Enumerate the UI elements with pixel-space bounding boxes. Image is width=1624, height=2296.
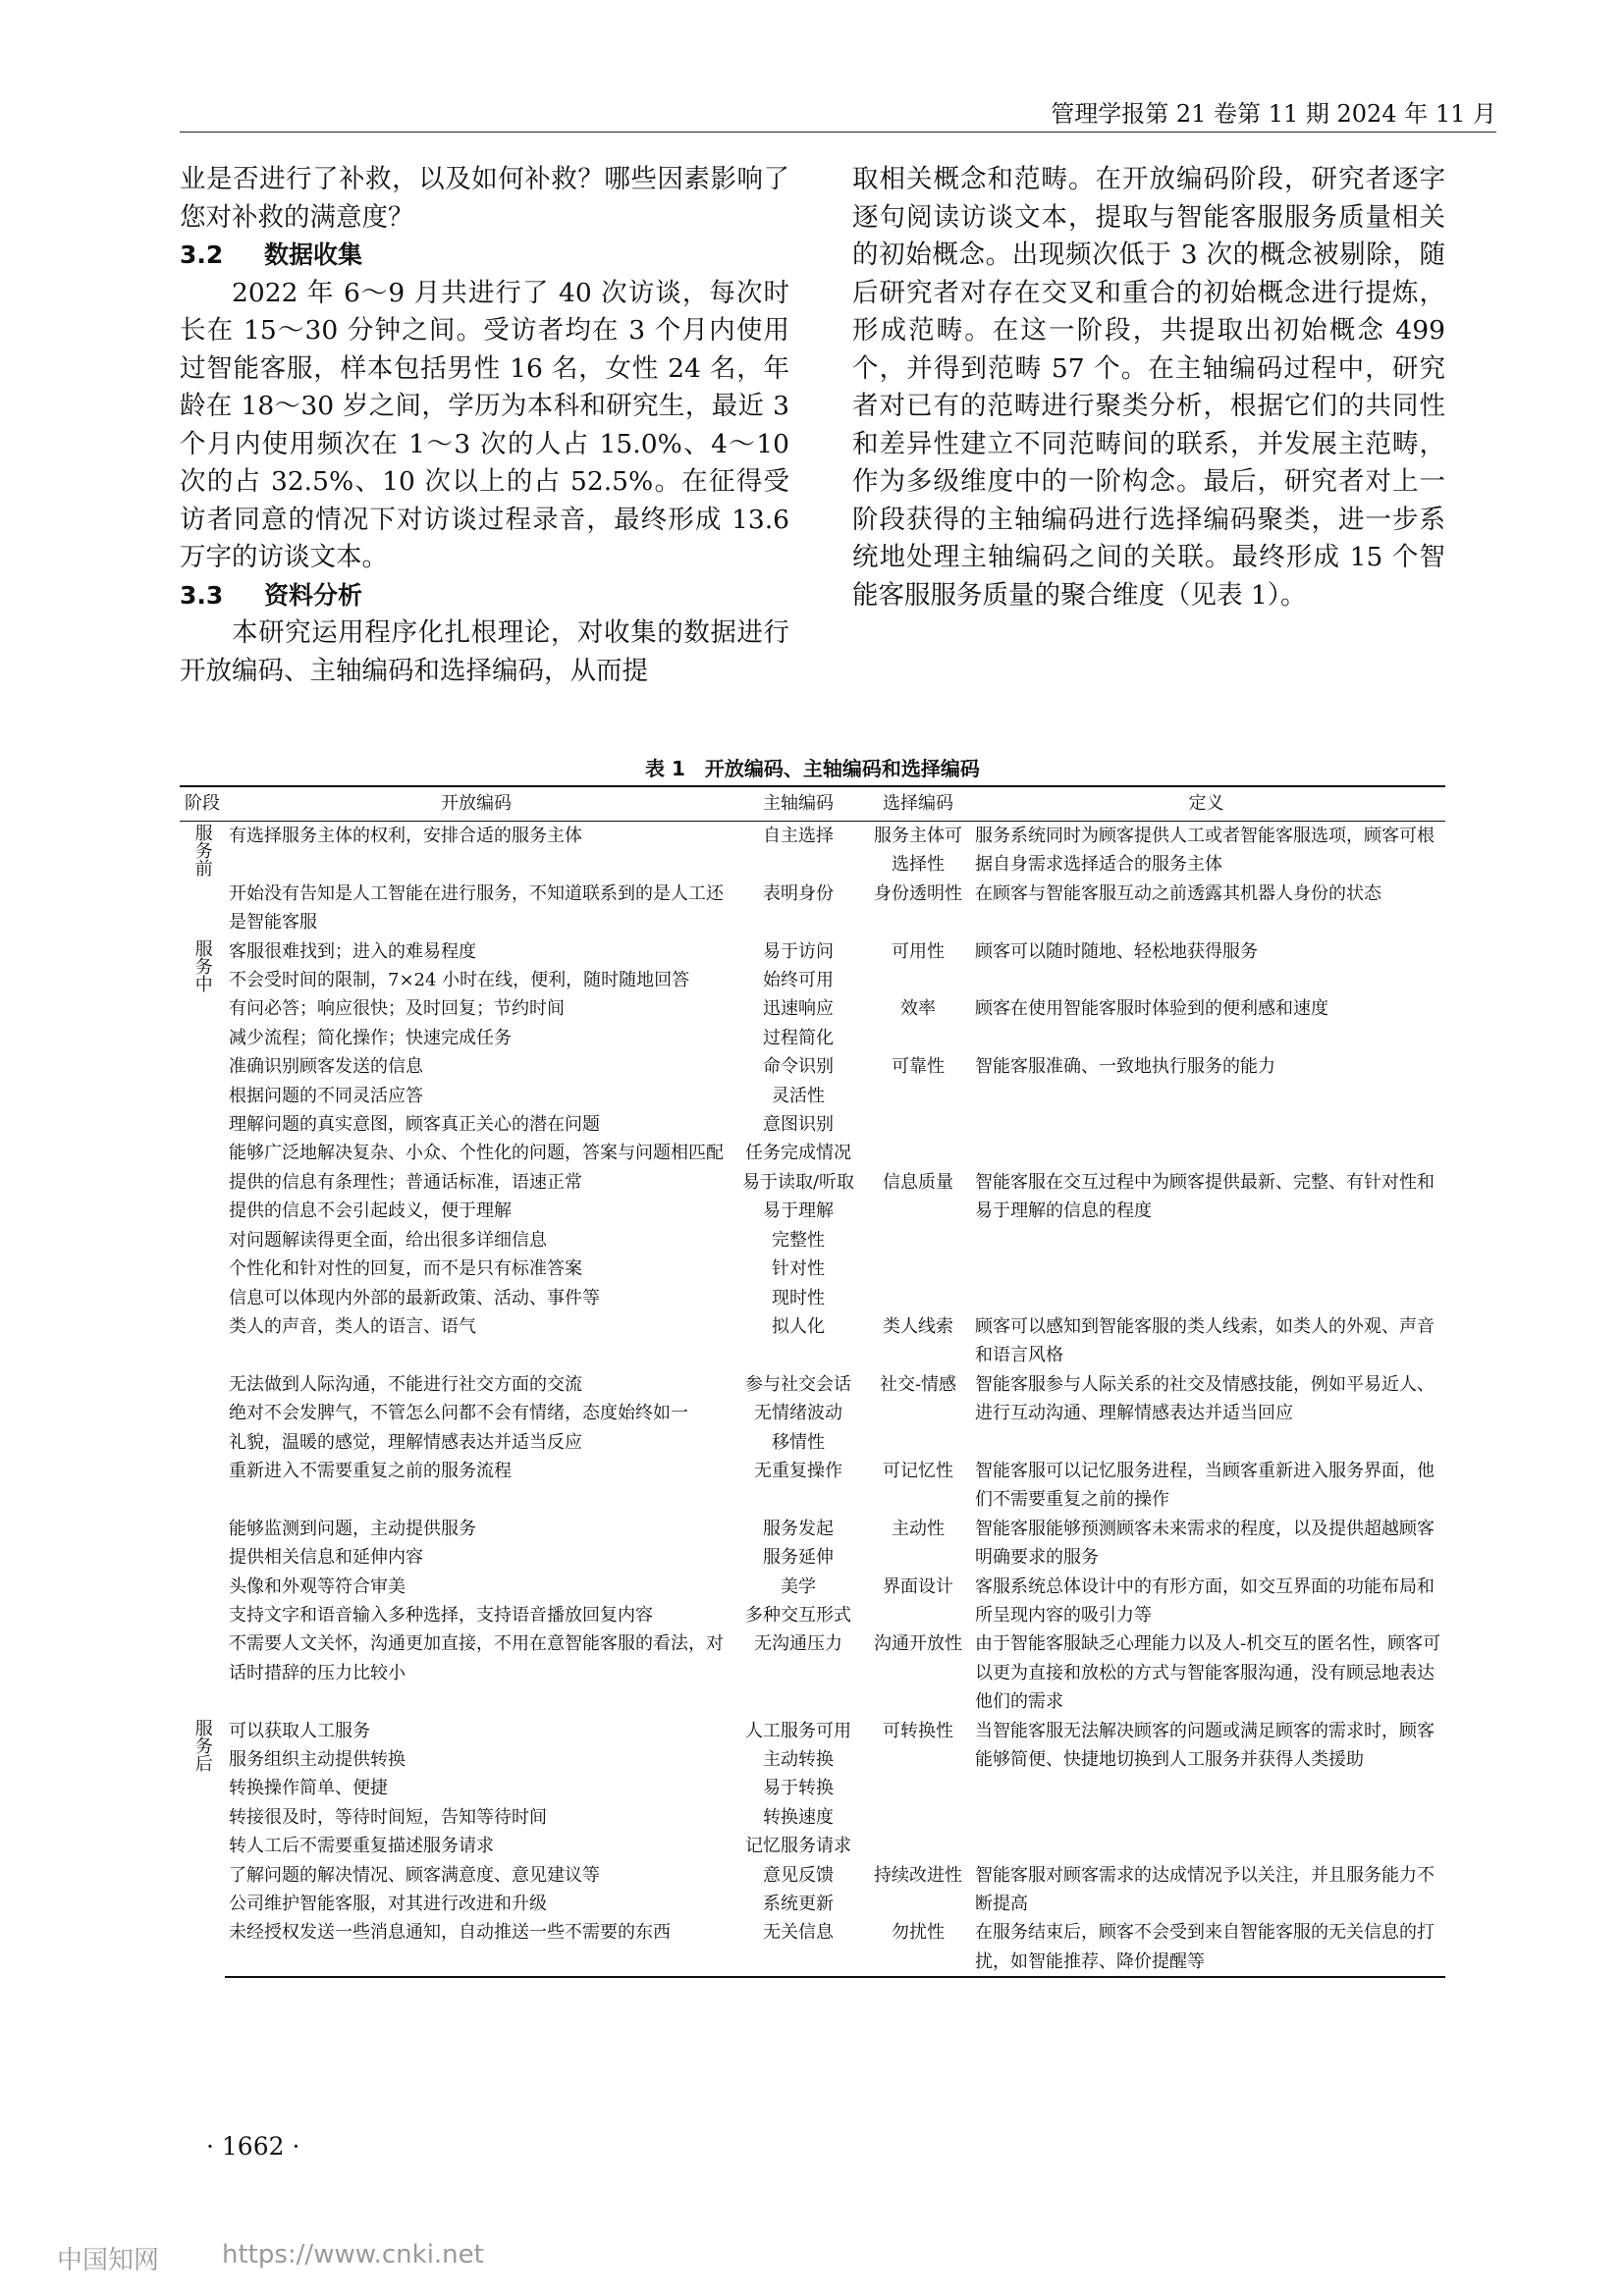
definition-cell: 在服务结束后，顾客不会受到来自智能客服的无关信息的打扰，如智能推荐、降价提醒等 xyxy=(967,1918,1445,1977)
open-coding-cell: 有问必答；响应很快；及时回复；节约时间 xyxy=(229,998,565,1020)
open-coding-cell: 头像和外观等符合审美 xyxy=(229,1575,406,1597)
axial-coding-cell: 现时性 xyxy=(772,1287,825,1308)
selective-coding-cell: 持续改进性 xyxy=(874,1864,962,1886)
axial-coding-cell: 灵活性 xyxy=(772,1085,825,1106)
axial-coding-cell: 针对性 xyxy=(772,1258,825,1280)
selective-coding-cell: 社交-情感 xyxy=(879,1373,957,1395)
table-row xyxy=(180,937,1445,966)
section-heading-3-2 xyxy=(180,237,789,275)
header-open-coding: 开放编码 xyxy=(225,786,728,822)
open-coding-cell: 提供的信息有条理性；普通话标准，语速正常 xyxy=(229,1171,582,1193)
header-axial-coding: 主轴编码 xyxy=(728,786,869,822)
paragraph: 本研究运用程序化扎根理论，对收集的数据进行开放编码、主轴编码和选择编码，从而提 xyxy=(180,617,789,686)
selective-coding-cell: 可记忆性 xyxy=(883,1460,953,1481)
open-coding-cell: 能够监测到问题，主动提供服务 xyxy=(229,1518,476,1539)
definition-cell: 智能客服准确、一致地执行服务的能力 xyxy=(975,1056,1275,1078)
definition-cell: 顾客在使用智能客服时体验到的便利感和速度 xyxy=(975,998,1328,1020)
right-column xyxy=(852,161,1445,614)
axial-coding-cell: 主动转换 xyxy=(763,1749,834,1770)
open-coding-cell: 类人的声音，类人的语言、语气 xyxy=(229,1315,476,1337)
definition-cell: 在顾客与智能客服互动之前透露其机器人身份的状态 xyxy=(975,882,1381,904)
cnki-url[interactable]: https://www.cnki.net xyxy=(222,2240,484,2269)
open-coding-cell: 开始没有告知是人工智能在进行服务，不知道联系到的是人工还是智能客服 xyxy=(229,882,724,934)
table-row xyxy=(180,994,1445,1023)
open-coding-cell: 转接很及时，等待时间短，告知等待时间 xyxy=(229,1806,547,1828)
paragraph: 2022 年 6～9 月共进行了 40 次访谈，每次时长在 15～30 分钟之间。受访者均在 3 个月内使用过智能客服，样本包括男性 16 名，女性 24 名，年龄在 18～30 岁之间，学历为本科和研究生，最近 3 个月内使用频次在 1～3 次的人占 15.0%、4～10 次的占 32.5%、10 次以上的占 52.5%。在征得受访者同意的情况下对访谈过程录音，最终形成 13.6 万字的访谈文本。 xyxy=(180,277,789,572)
section-title: 数据收集 xyxy=(264,240,363,269)
axial-coding-cell: 无沟通压力 xyxy=(754,1633,842,1655)
table-row xyxy=(180,1629,1445,1716)
open-coding-cell: 提供的信息不会引起歧义，便于理解 xyxy=(229,1201,512,1222)
open-coding-cell: 礼貌，温暖的感觉，理解情感表达并适当反应 xyxy=(229,1431,582,1453)
axial-coding-cell: 无重复操作 xyxy=(754,1460,842,1481)
axial-coding-cell: 易于转换 xyxy=(763,1778,834,1799)
open-coding-cell: 有选择服务主体的权利，安排合适的服务主体 xyxy=(229,826,582,846)
axial-coding-cell: 自主选择 xyxy=(763,826,834,846)
axial-coding-cell: 易于读取/听取 xyxy=(741,1171,855,1193)
axial-coding-cell: 表明身份 xyxy=(763,882,834,904)
table-row xyxy=(180,1515,1445,1543)
table xyxy=(180,785,1445,1978)
open-coding-cell: 公司维护智能客服，对其进行改进和升级 xyxy=(229,1894,547,1915)
selective-coding-cell: 信息质量 xyxy=(883,1171,953,1193)
open-coding-cell: 支持文字和语音输入多种选择，支持语音播放回复内容 xyxy=(229,1604,653,1626)
axial-coding-cell: 意图识别 xyxy=(763,1114,834,1136)
stage-cell xyxy=(180,1717,225,1978)
open-coding-cell: 转换操作简单、便捷 xyxy=(229,1778,388,1799)
axial-coding-cell: 服务延伸 xyxy=(763,1547,834,1569)
section-heading-3-3 xyxy=(180,577,789,615)
axial-coding-cell: 完整性 xyxy=(772,1229,825,1251)
coding-table xyxy=(180,752,1445,1978)
left-column xyxy=(180,161,789,690)
open-coding-cell: 不会受时间的限制，7×24 小时在线，便利，随时随地回答 xyxy=(229,970,690,991)
selective-coding-cell: 可靠性 xyxy=(892,1056,945,1078)
definition-cell: 顾客可以感知到智能客服的类人线索，如类人的外观、声音和语言风格 xyxy=(975,1315,1435,1366)
paragraph: 业是否进行了补救，以及如何补救？哪些因素影响了您对补救的满意度？ xyxy=(180,164,789,233)
definition-cell: 智能客服可以记忆服务进程，当顾客重新进入服务界面，他们不需要重复之前的操作 xyxy=(975,1460,1435,1511)
header-stage: 阶段 xyxy=(180,786,225,822)
axial-coding-cell: 始终可用 xyxy=(763,970,834,991)
axial-coding-cell: 任务完成情况 xyxy=(745,1143,851,1164)
axial-coding-cell: 无情绪波动 xyxy=(754,1403,842,1424)
cnki-logo: 中国知网 xyxy=(57,2246,160,2275)
table-row xyxy=(180,1861,1445,1890)
selective-coding-cell: 勿扰性 xyxy=(869,1918,967,1977)
journal-header: 管理学报第 21 卷第 11 期 2024 年 11 月 xyxy=(1051,100,1496,128)
axial-coding-cell: 转换速度 xyxy=(763,1806,834,1828)
definition-cell: 当智能客服无法解决顾客的问题或满足顾客的需求时，顾客能够简便、快捷地切换到人工服务并获得人类援助 xyxy=(975,1720,1435,1770)
selective-coding-cell: 身份透明性 xyxy=(874,882,962,904)
table-row xyxy=(180,1052,1445,1081)
definition-cell: 顾客可以随时随地、轻松地获得服务 xyxy=(975,940,1258,962)
section-number: 3.2 xyxy=(180,240,224,269)
table-row xyxy=(180,1573,1445,1601)
table-body xyxy=(180,822,1445,1978)
definition-cell: 智能客服参与人际关系的社交及情感技能，例如平易近人、进行互动沟通、理解情感表达并适当回应 xyxy=(975,1373,1435,1424)
axial-coding-cell: 过程简化 xyxy=(763,1027,834,1048)
table-caption: 表 1 开放编码、主轴编码和选择编码 xyxy=(645,757,980,780)
table-header-row xyxy=(180,786,1445,822)
open-coding-cell: 了解问题的解决情况、顾客满意度、意见建议等 xyxy=(229,1864,600,1886)
stage-label: 服务后 xyxy=(191,1718,213,1772)
axial-coding-cell: 命令识别 xyxy=(763,1056,834,1078)
axial-coding-cell: 迅速响应 xyxy=(763,998,834,1020)
section-number: 3.3 xyxy=(180,580,224,610)
table-row xyxy=(180,1918,1445,1977)
open-coding-cell: 根据问题的不同灵活应答 xyxy=(229,1085,423,1106)
axial-coding-cell: 移情性 xyxy=(772,1431,825,1453)
axial-coding-cell: 参与社交会话 xyxy=(745,1373,851,1395)
axial-coding-cell: 美学 xyxy=(781,1575,816,1597)
axial-coding-cell: 易于访问 xyxy=(763,940,834,962)
page-number: · 1662 · xyxy=(206,2132,300,2161)
definition-cell: 智能客服能够预测顾客未来需求的程度，以及提供超越顾客明确要求的服务 xyxy=(975,1518,1435,1569)
selective-coding-cell: 类人线索 xyxy=(883,1315,953,1337)
open-coding-cell: 个性化和针对性的回复，而不是只有标准答案 xyxy=(229,1258,582,1280)
stage-cell xyxy=(180,937,225,1717)
table-row xyxy=(180,1457,1445,1515)
axial-coding-cell: 服务发起 xyxy=(763,1518,834,1539)
open-coding-cell: 转人工后不需要重复描述服务请求 xyxy=(229,1836,494,1857)
header-definition: 定义 xyxy=(967,786,1445,822)
open-coding-cell: 信息可以体现内外部的最新政策、活动、事件等 xyxy=(229,1287,600,1308)
table-row xyxy=(180,1312,1445,1370)
table-row xyxy=(180,822,1445,880)
axial-coding-cell: 无关信息 xyxy=(728,1918,869,1977)
open-coding-cell: 客服很难找到；进入的难易程度 xyxy=(229,940,476,962)
axial-coding-cell: 拟人化 xyxy=(772,1315,825,1337)
table-row xyxy=(180,1168,1445,1197)
definition-cell: 服务系统同时为顾客提供人工或者智能客服选项，顾客可根据自身需求选择适合的服务主体 xyxy=(975,826,1435,876)
open-coding-cell: 对问题解读得更全面，给出很多详细信息 xyxy=(229,1229,547,1251)
table-row xyxy=(180,1717,1445,1745)
open-coding-cell: 能够广泛地解决复杂、小众、个性化的问题，答案与问题相匹配 xyxy=(229,1143,724,1164)
open-coding-cell: 可以获取人工服务 xyxy=(229,1720,370,1741)
definition-cell: 智能客服对顾客需求的达成情况予以关注，并且服务能力不断提高 xyxy=(975,1864,1435,1915)
open-coding-cell: 准确识别顾客发送的信息 xyxy=(229,1056,423,1078)
axial-coding-cell: 意见反馈 xyxy=(763,1864,834,1886)
open-coding-cell: 提供相关信息和延伸内容 xyxy=(229,1547,423,1569)
open-coding-cell: 服务组织主动提供转换 xyxy=(229,1749,406,1770)
open-coding-cell: 未经授权发送一些消息通知，自动推送一些不需要的东西 xyxy=(225,1918,728,1977)
header-rule xyxy=(180,132,1496,133)
stage-label: 服务中 xyxy=(191,938,213,992)
selective-coding-cell: 主动性 xyxy=(892,1518,945,1539)
paragraph: 取相关概念和范畴。在开放编码阶段，研究者逐字逐句阅读访谈文本，提取与智能客服服务质量相关的初始概念。出现频次低于 3 次的概念被剔除，随后研究者对存在交叉和重合的初始概念进行提炼，形成范畴。在这一阶段，共提取出初始概念 499 个，并得到范畴 57 个。在主轴编码过程中，研究者对已有的范畴进行聚类分析，根据它们的共同性和差异性建立不同范畴间的联系，并发展主范畴，作为多级维度中的一阶构念。最后，研究者对上一阶段获得的主轴编码进行选择编码聚类，进一步系统地处理主轴编码之间的关联。最终形成 15 个智能客服服务质量的聚合维度（见表 1）。 xyxy=(852,164,1445,611)
open-coding-cell: 理解问题的真实意图，顾客真正关心的潜在问题 xyxy=(229,1114,600,1136)
definition-cell: 由于智能客服缺乏心理能力以及人-机交互的匿名性，顾客可以更为直接和放松的方式与智能客服沟通，没有顾忌地表达他们的需求 xyxy=(975,1633,1441,1713)
axial-coding-cell: 系统更新 xyxy=(763,1894,834,1915)
open-coding-cell: 无法做到人际沟通，不能进行社交方面的交流 xyxy=(229,1373,582,1395)
selective-coding-cell: 服务主体可选择性 xyxy=(874,826,962,876)
header-selective-coding: 选择编码 xyxy=(869,786,967,822)
open-coding-cell: 重新进入不需要重复之前的服务流程 xyxy=(229,1460,512,1481)
section-title: 资料分析 xyxy=(264,580,363,610)
selective-coding-cell: 沟通开放性 xyxy=(874,1633,962,1655)
definition-cell: 客服系统总体设计中的有形方面，如交互界面的功能布局和所呈现内容的吸引力等 xyxy=(975,1575,1435,1626)
definition-cell: 智能客服在交互过程中为顾客提供最新、完整、有针对性和易于理解的信息的程度 xyxy=(975,1171,1435,1222)
stage-label: 服务前 xyxy=(191,824,213,877)
open-coding-cell: 减少流程；简化操作；快速完成任务 xyxy=(229,1027,512,1048)
open-coding-cell: 不需要人文关怀，沟通更加直接，不用在意智能客服的看法，对话时措辞的压力比较小 xyxy=(229,1633,724,1683)
selective-coding-cell: 可用性 xyxy=(892,940,945,962)
axial-coding-cell: 多种交互形式 xyxy=(745,1604,851,1626)
axial-coding-cell: 记忆服务请求 xyxy=(745,1836,851,1857)
stage-cell xyxy=(180,822,225,937)
selective-coding-cell: 效率 xyxy=(900,998,936,1020)
table-row xyxy=(180,1370,1445,1399)
axial-coding-cell: 人工服务可用 xyxy=(745,1720,851,1741)
table-row xyxy=(180,880,1445,937)
selective-coding-cell: 可转换性 xyxy=(883,1720,953,1741)
selective-coding-cell: 界面设计 xyxy=(883,1575,953,1597)
axial-coding-cell: 易于理解 xyxy=(763,1201,834,1222)
open-coding-cell: 绝对不会发脾气，不管怎么问都不会有情绪，态度始终如一 xyxy=(229,1403,688,1424)
